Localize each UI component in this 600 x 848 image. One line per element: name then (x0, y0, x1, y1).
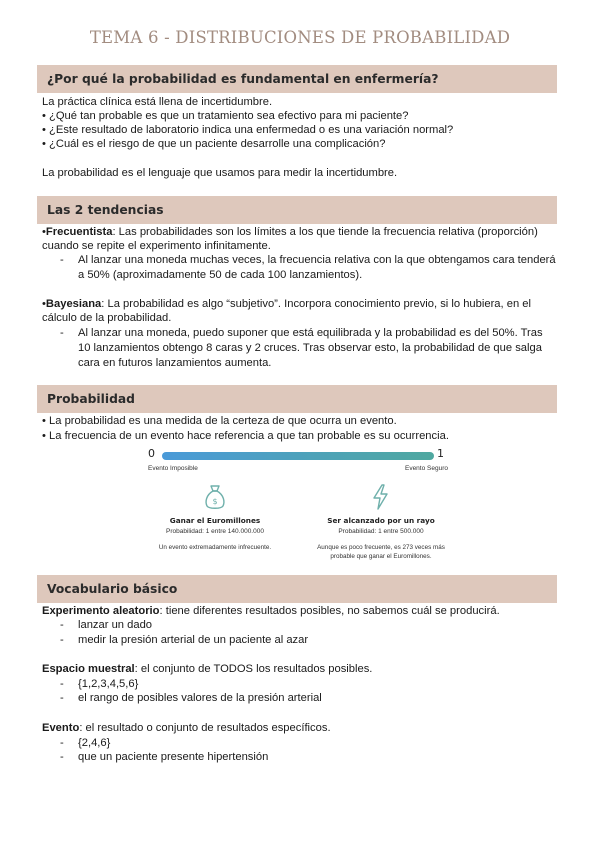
section-heading-tendencies: Las 2 tendencias (37, 196, 557, 224)
section-heading-why-probability: ¿Por qué la probabilidad es fundamental en enfermería? (37, 65, 557, 93)
bullet: • (42, 226, 46, 238)
lightning-icon (366, 482, 396, 512)
bullet-item: • ¿Cuál es el riesgo de que un paciente desarrolle una complicación? (42, 138, 386, 150)
scale-max-label: Evento Seguro (404, 465, 448, 472)
frequentist-definition-cont: cuando se repite el experimento infinitamente. (42, 240, 271, 252)
example-text: {2,4,6} (78, 737, 111, 749)
intro-text: La práctica clínica está llena de incertidumbre. (42, 96, 273, 108)
term-name: Evento (42, 722, 80, 734)
example-text: Al lanzar una moneda, puedo suponer que está equilibrada y la probabilidad es del 50%. Tras 10 lanzamientos obtengo 8 caras y 2 cruces. Tras observar esto, la probabilidad de que salga cara en futuros lanzamientos aumenta. (78, 327, 543, 369)
example-text: Al lanzar una moneda muchas veces, la frecuencia relativa con la que obtengamos cara tenderá a 50% (aproximadamente 50 de cada 100 lanzamientos). (78, 254, 556, 281)
example-text: medir la presión arterial de un paciente al azar (78, 634, 309, 646)
card-title: Ganar el Euromillones (169, 516, 261, 525)
card-lightning (306, 482, 456, 561)
example-text: el rango de posibles valores de la presión arterial (78, 692, 322, 704)
definition-text: : La probabilidad es algo “subjetivo”. Incorpora conocimiento previo, si lo hubiera, en el (101, 298, 532, 310)
term-bayesian: Bayesiana (45, 298, 102, 310)
svg-text:$: $ (212, 497, 218, 506)
section-heading-probability: Probabilidad (37, 385, 557, 413)
dash-marker: - (60, 619, 64, 631)
definition-text: : Las probabilidades son los límites a los que tiende la frecuencia relativa (proporción) (112, 226, 538, 238)
dash-marker: - (60, 751, 64, 763)
scale-gradient-bar (162, 452, 434, 460)
dash-marker: - (60, 692, 64, 704)
term-definition: : el conjunto de TODOS los resultados posibles. (134, 663, 373, 675)
bayesian-definition (42, 297, 531, 312)
bullet: • (42, 298, 46, 310)
probability-scale (148, 449, 448, 479)
dash-marker: - (60, 327, 64, 339)
bullet-item: • ¿Este resultado de laboratorio indica una enfermedad o es una variación normal? (42, 124, 454, 136)
vocab-term (42, 721, 331, 736)
section-heading-vocabulary: Vocabulario básico (37, 575, 557, 603)
example-text: {1,2,3,4,5,6} (78, 678, 139, 690)
vocab-term (42, 604, 500, 619)
closing-text: La probabilidad es el lenguaje que usamos para medir la incertidumbre. (42, 167, 398, 179)
dash-marker: - (60, 254, 64, 266)
bullet-item: • ¿Qué tan probable es que un tratamiento sea efectivo para mi paciente? (42, 110, 409, 122)
page-title: TEMA 6 - DISTRIBUCIONES DE PROBABILIDAD (89, 28, 511, 47)
dash-marker: - (60, 634, 64, 646)
scale-max: 1 (437, 447, 444, 460)
money-bag-icon (200, 482, 230, 512)
term-definition: : el resultado o conjunto de resultados específicos. (79, 722, 331, 734)
bullet-item: • La frecuencia de un evento hace referencia a que tan probable es su ocurrencia. (42, 430, 449, 442)
card-description: Aunque es poco frecuente, es 273 veces más probable que ganar el Euromillones. (317, 544, 445, 560)
card-description: Un evento extremadamente infrecuente. (158, 544, 272, 551)
dash-marker: - (60, 737, 64, 749)
example-text: lanzar un dado (78, 619, 153, 631)
term-definition: : tiene diferentes resultados posibles, no sabemos cuál se producirá. (159, 605, 500, 617)
example-text: que un paciente presente hipertensión (78, 751, 269, 763)
scale-min: 0 (148, 447, 155, 460)
card-probability: Probabilidad: 1 entre 140.000.000 (166, 528, 264, 535)
dash-marker: - (60, 678, 64, 690)
vocab-term (42, 662, 372, 677)
card-euromillones (140, 482, 290, 552)
term-name: Espacio muestral (42, 663, 135, 675)
bullet-item: • La probabilidad es una medida de la certeza de que ocurra un evento. (42, 415, 397, 427)
card-title: Ser alcanzado por un rayo (327, 516, 435, 525)
card-probability: Probabilidad: 1 entre 500.000 (338, 528, 424, 535)
frequentist-definition (42, 225, 538, 240)
term-name: Experimento aleatorio (42, 605, 160, 617)
term-frequentist: Frecuentista (45, 226, 113, 238)
bayesian-definition-cont: cálculo de la probabilidad. (42, 312, 172, 324)
scale-min-label: Evento Imposible (148, 465, 198, 472)
